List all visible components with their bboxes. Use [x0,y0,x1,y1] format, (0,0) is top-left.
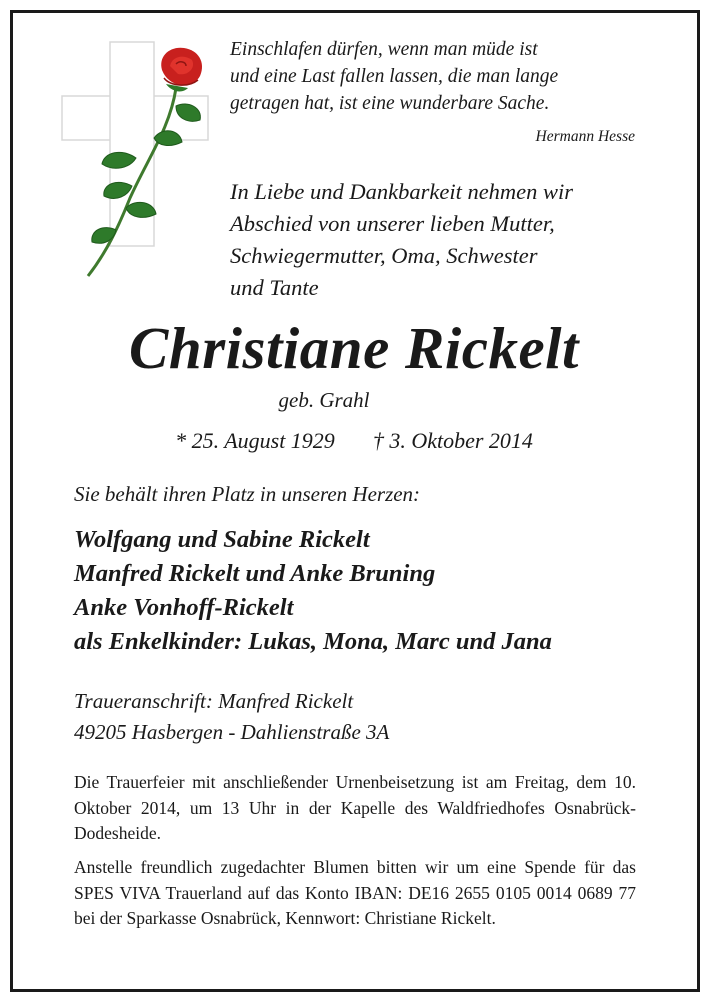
quote-line: getragen hat, ist eine wunderbare Sache. [230,93,550,114]
mourning-address [74,686,389,748]
intro-line: Schwiegermutter, Oma, Schwester [230,243,538,268]
life-dates [0,428,708,454]
birth-name: geb. Grahl [278,388,370,412]
quote-author: Hermann Hesse [535,128,635,145]
death-date: † 3. Oktober 2014 [372,428,533,453]
heart-line: Sie behält ihren Platz in unseren Herzen: [74,482,421,506]
intro-line: und Tante [230,275,319,300]
mourner-line: Anke Vonhoff-Rickelt [74,594,294,621]
address-line-2: 49205 Hasbergen - Dahlienstraße 3A [74,720,390,744]
quote-line: und eine Last fallen lassen, die man lange [230,66,559,87]
intro-line: In Liebe und Dankbarkeit nehmen wir [230,179,574,204]
mourner-line: Manfred Rickelt und Anke Bruning [74,560,436,587]
donation-paragraph: Anstelle freundlich zugedachter Blumen bitten wir um eine Spende für das SPES VIVA Trauerland auf das Konto IBAN: DE16 2655 0105 0014 0689 77 bei der Sparkasse Osnabrück, Kennwort: Christiane Rickelt. [74,857,636,928]
mourners-list [74,523,674,659]
deceased-name: Christiane Rickelt [129,315,579,381]
address-line-1: Traueranschrift: Manfred Rickelt [74,689,354,713]
quote-text [230,36,640,117]
intro-text [230,176,650,304]
intro-line: Abschied von unserer lieben Mutter, [230,211,555,236]
quote-line: Einschlafen dürfen, wenn man müde ist [230,39,538,60]
mourner-line: als Enkelkinder: Lukas, Mona, Marc und Jana [74,628,552,655]
ceremony-paragraph: Die Trauerfeier mit anschließender Urnenbeisetzung ist am Freitag, dem 10. Oktober 2014, um 13 Uhr in der Kapelle des Waldfriedhofes Osnabrück-Dodesheide. [74,772,636,843]
mourner-line: Wolfgang und Sabine Rickelt [74,526,370,553]
cross-with-rose-icon [58,38,218,288]
birth-date: * 25. August 1929 [175,428,335,453]
